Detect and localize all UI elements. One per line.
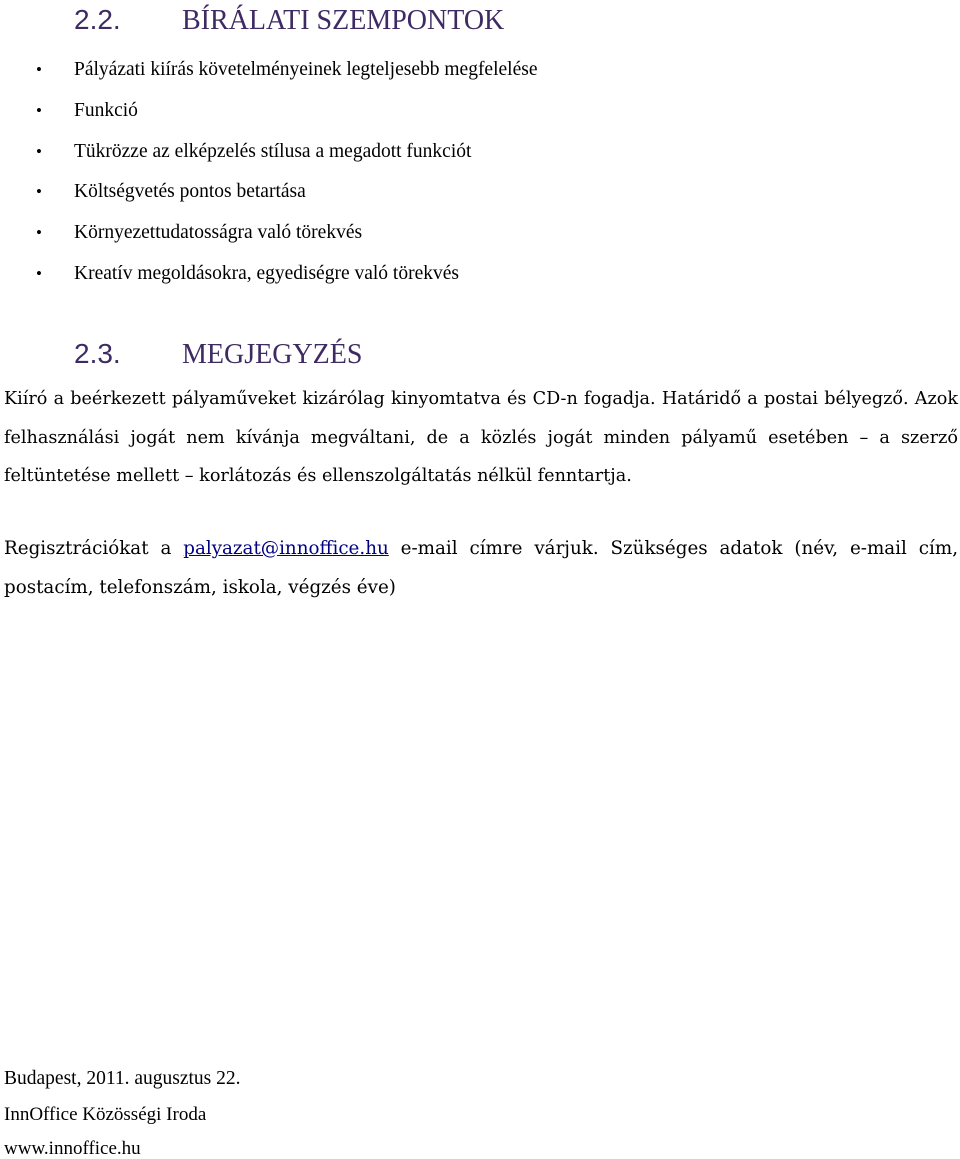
section-2-3-number: 2.3.: [74, 338, 121, 369]
list-item-text: Tükrözze az elképzelés stílusa a megadott funkciót: [74, 140, 472, 162]
submission-terms-paragraph: Kiíró a beérkezett pályaműveket kizárólag kinyomtatva és CD-n fogadja. Határidő a postai bélyegző. Azok felhasználási jogát nem kívánja megváltani, de a közlés jogát minden pályamű esetében – a szerző feltüntetése mellett – korlátozás és ellenszolgáltatás nélkül fenntartja.: [4, 389, 958, 486]
registration-text-before: Regisztrációkat a: [4, 538, 184, 559]
email-link[interactable]: palyazat@innoffice.hu: [183, 538, 389, 559]
bullet-icon: •: [36, 100, 42, 120]
section-2-3-heading: [74, 340, 362, 369]
section-2-2-heading: [74, 6, 504, 35]
bullet-icon: •: [36, 223, 42, 243]
list-item-text: Funkció: [74, 99, 138, 121]
section-2-2-title: BÍRÁLATI SZEMPONTOK: [182, 5, 505, 36]
place-date: Budapest, 2011. augusztus 22.: [4, 1068, 241, 1089]
list-item-text: Kreatív megoldásokra, egyediségre való törekvés: [74, 262, 459, 284]
bullet-icon: •: [36, 182, 42, 202]
bullet-icon: •: [36, 263, 42, 283]
list-item-text: Környezettudatosságra való törekvés: [74, 222, 363, 244]
list-item-text: Költségvetés pontos betartása: [74, 181, 306, 203]
section-2-3-title: MEGJEGYZÉS: [182, 339, 363, 370]
website-link[interactable]: www.innoffice.hu: [4, 1138, 141, 1159]
organization-name: InnOffice Közösségi Iroda: [4, 1104, 207, 1125]
bullet-icon: •: [36, 141, 42, 161]
bullet-icon: •: [36, 60, 42, 79]
registration-paragraph: [4, 530, 958, 607]
registration-text-after: e-mail címre várjuk. Szükséges adatok (név, e-mail cím, postacím, telefonszám, iskola, végzés éve): [4, 538, 959, 598]
list-item-text: Pályázati kiírás követelményeinek legteljesebb megfelelése: [74, 59, 538, 80]
section-2-2-number: 2.2.: [74, 4, 121, 35]
